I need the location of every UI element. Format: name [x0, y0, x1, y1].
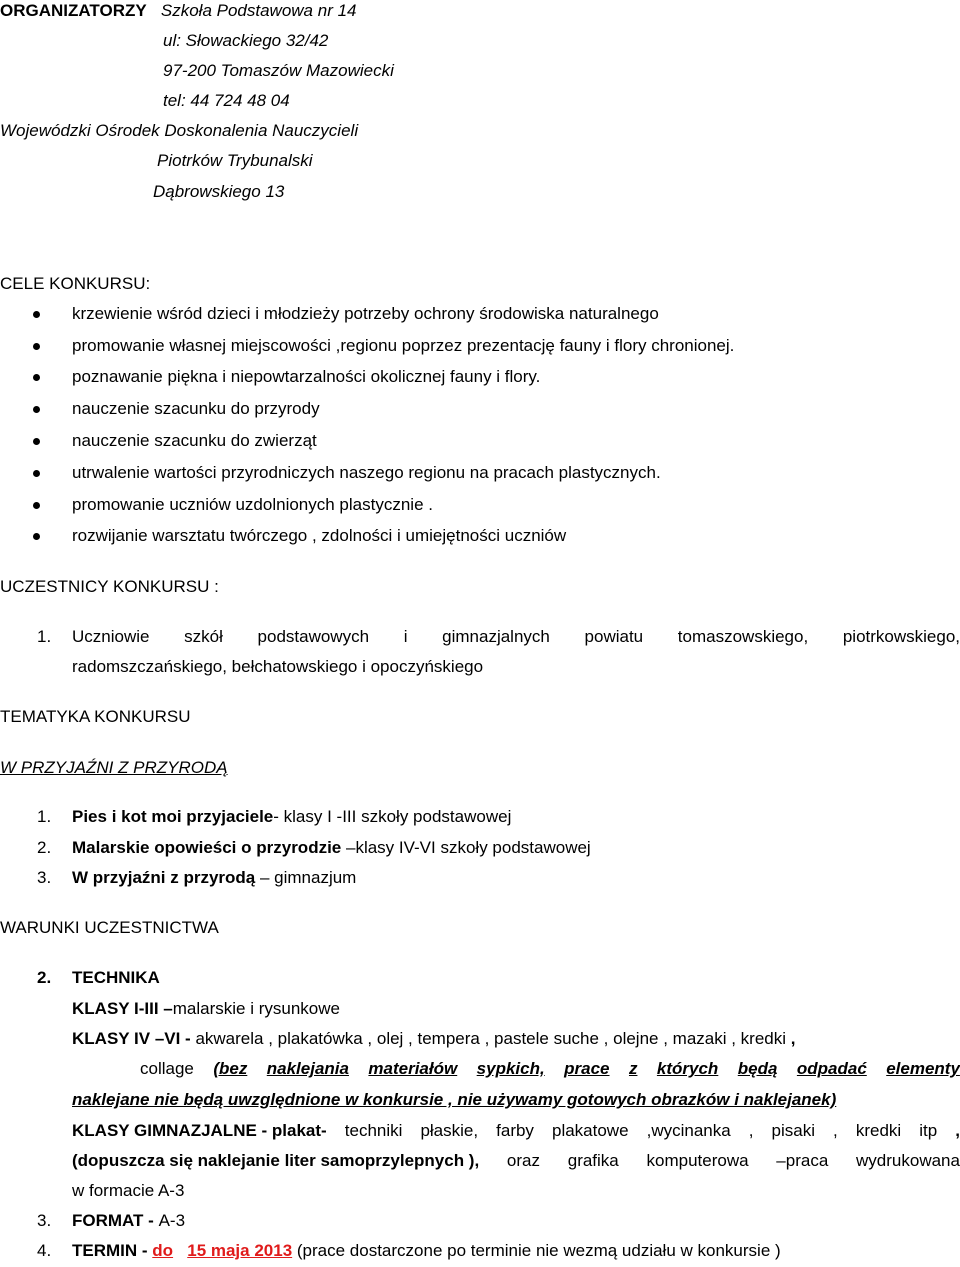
goal-item: krzewienie wśród dzieci i młodzieży potrzeby ochrony środowiska naturalnego [72, 304, 659, 323]
word: z [628, 1059, 638, 1078]
gym-line-1 [72, 1120, 960, 1142]
word: powiatu [584, 627, 644, 646]
word: będą [737, 1059, 778, 1078]
participants-line-1 [72, 626, 960, 648]
gym-label: KLASY GIMNAZJALNE - plakat- [72, 1121, 327, 1140]
topic-number: 1. [37, 807, 52, 826]
organizers-label: ORGANIZATORZY [0, 1, 147, 20]
bullet-icon [33, 374, 40, 381]
word: pisaki [771, 1121, 815, 1140]
class-1-3 [72, 998, 340, 1020]
topic-item [72, 806, 511, 828]
word: , [748, 1121, 754, 1140]
deadline-do: do [152, 1241, 174, 1260]
class-4-6-desc: akwarela , plakatówka , olej , tempera , pastele suche , olejne , mazaki , kredki [195, 1029, 791, 1048]
school-city: 97-200 Tomaszów Mazowiecki [163, 61, 394, 80]
word: (bez [213, 1059, 248, 1078]
format-label: FORMAT - [72, 1211, 159, 1230]
word: plakatowe [551, 1121, 629, 1140]
word: techniki [344, 1121, 403, 1140]
word: , [955, 1121, 960, 1140]
topic-desc: – gimnazjum [255, 868, 357, 887]
topic-number: 2. [37, 838, 52, 857]
bullet-icon [33, 343, 40, 350]
topic-title: Malarskie opowieści o przyrodzie [72, 838, 342, 857]
gym-line-3: w formacie A-3 [72, 1181, 185, 1200]
word: wydrukowana [856, 1151, 960, 1170]
organizers-block [0, 0, 356, 22]
conditions-heading: WARUNKI UCZESTNICTWA [0, 918, 219, 937]
word: oraz [506, 1151, 540, 1170]
school-street: ul: Słowackiego 32/42 [163, 31, 329, 50]
topic-desc: –klasy IV-VI szkoły podstawowej [341, 838, 591, 857]
collage-line-1 [140, 1058, 960, 1080]
goal-item: nauczenie szacunku do przyrody [72, 399, 320, 418]
participants-number: 1. [37, 627, 52, 646]
class-4-6-label: KLASY IV –VI - [72, 1029, 196, 1048]
word: piotrkowskiego, [842, 627, 960, 646]
bullet-icon [33, 533, 40, 540]
goal-item: promowanie uczniów uzdolnionych plastycznie . [72, 495, 433, 514]
topic-desc: - klasy I -III szkoły podstawowej [273, 807, 512, 826]
class-1-3-label: KLASY I-III – [72, 999, 173, 1018]
topic-item [72, 837, 591, 859]
word: kredki [855, 1121, 902, 1140]
class-4-6-comma: , [790, 1029, 796, 1048]
deadline-date: 15 maja 2013 [187, 1241, 293, 1260]
class-4-6 [72, 1028, 795, 1050]
deadline-label: TERMIN - [72, 1241, 153, 1260]
center-city: Piotrków Trybunalski [157, 151, 313, 170]
school-name: Szkoła Podstawowa nr 14 [160, 1, 357, 20]
word: których [656, 1059, 719, 1078]
topic-title: Pies i kot moi przyjaciele [72, 807, 274, 826]
goals-heading: CELE KONKURSU: [0, 274, 151, 293]
word: tomaszowskiego, [677, 627, 809, 646]
word: Uczniowie [72, 627, 150, 646]
bullet-icon [33, 406, 40, 413]
gym-line-2-bold: (dopuszcza się naklejanie liter samoprzylepnych ), [72, 1151, 480, 1170]
goal-item: nauczenie szacunku do zwierząt [72, 431, 317, 450]
deadline-note: (prace dostarczone po terminie nie wezmą udziału w konkursie ) [292, 1241, 781, 1260]
format-value: A-3 [158, 1211, 186, 1230]
topic-item [72, 867, 356, 889]
word: naklejania [266, 1059, 349, 1078]
word: elementy [886, 1059, 960, 1078]
topics-heading: TEMATYKA KONKURSU [0, 707, 191, 726]
word: ,wycinanka [646, 1121, 731, 1140]
word: prace [564, 1059, 610, 1078]
topic-number: 3. [37, 868, 52, 887]
bullet-icon [33, 470, 40, 477]
word: i [403, 627, 408, 646]
school-tel: tel: 44 724 48 04 [163, 91, 290, 110]
technique-number: 2. [37, 968, 52, 987]
goal-item: promowanie własnej miejscowości ,regionu poprzez prezentację fauny i flory chronionej. [72, 336, 735, 355]
center-name: Wojewódzki Ośrodek Doskonalenia Nauczycieli [0, 121, 359, 140]
goal-item: poznawanie piękna i niepowtarzalności okolicznej fauny i flory. [72, 367, 541, 386]
class-1-3-desc: malarskie i rysunkowe [172, 999, 340, 1018]
bullet-icon [33, 311, 40, 318]
goal-item: rozwijanie warsztatu twórczego , zdolności i umiejętności uczniów [72, 526, 567, 545]
topic-title: W przyjaźni z przyrodą [72, 868, 256, 887]
word: płaskie, [420, 1121, 479, 1140]
word: szkół [184, 627, 223, 646]
word: itp [919, 1121, 938, 1140]
format-row [72, 1210, 185, 1232]
participants-line-2: radomszczańskiego, bełchatowskiego i opoczyńskiego [72, 657, 484, 676]
bullet-icon [33, 438, 40, 445]
participants-heading: UCZESTNICY KONKURSU : [0, 577, 219, 596]
format-number: 3. [37, 1211, 52, 1230]
word: odpadać [796, 1059, 867, 1078]
gym-line-2 [72, 1150, 960, 1172]
word: farby [496, 1121, 534, 1140]
deadline-number: 4. [37, 1241, 52, 1260]
deadline-row [72, 1240, 781, 1262]
word: , [833, 1121, 838, 1140]
goal-item: utrwalenie wartości przyrodniczych naszego regionu na pracach plastycznych. [72, 463, 661, 482]
word: –praca [776, 1151, 829, 1170]
word: materiałów [368, 1059, 458, 1078]
word: collage [140, 1059, 194, 1078]
bullet-icon [33, 502, 40, 509]
word: komputerowa [646, 1151, 749, 1170]
collage-line-2: naklejane nie będą uwzględnione w konkursie , nie używamy gotowych obrazków i naklejanek) [72, 1090, 837, 1109]
word: grafika [567, 1151, 619, 1170]
word: sypkich, [476, 1059, 545, 1078]
technique-label: TECHNIKA [72, 968, 160, 987]
center-street: Dąbrowskiego 13 [153, 182, 285, 201]
word: gimnazjalnych [442, 627, 550, 646]
topics-motto: W PRZYJAŹNI Z PRZYRODĄ [0, 758, 228, 777]
word: podstawowych [257, 627, 370, 646]
